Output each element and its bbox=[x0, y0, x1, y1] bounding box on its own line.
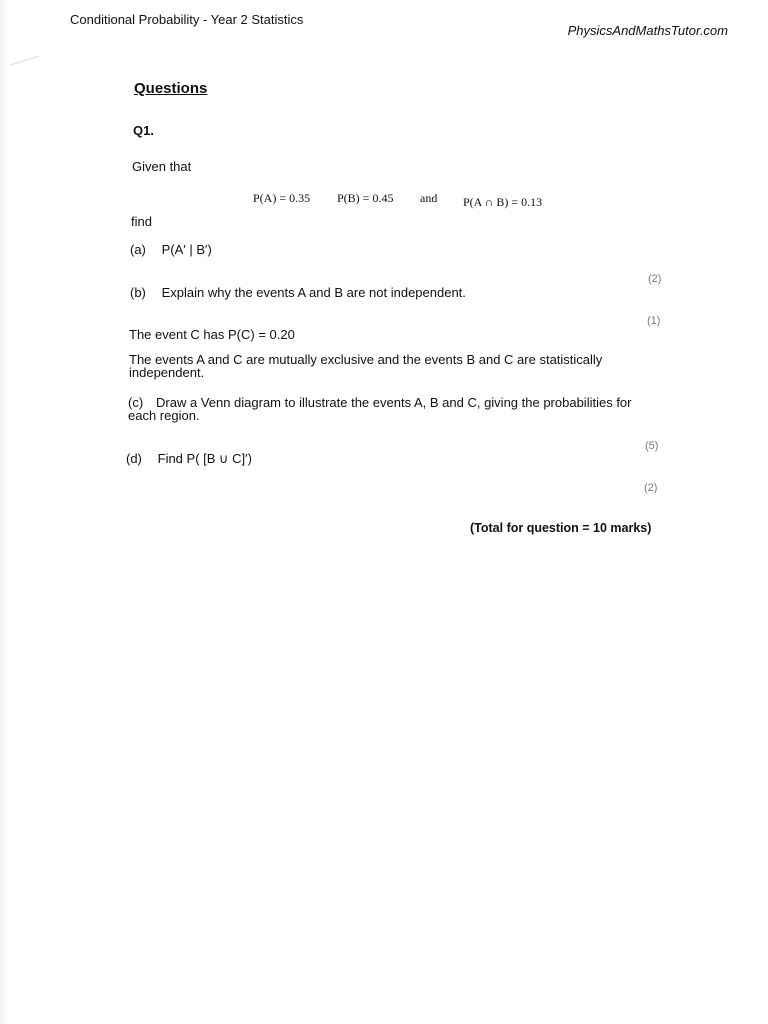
part-b-marks: (1) bbox=[647, 315, 661, 327]
header-title: Conditional Probability - Year 2 Statistics bbox=[70, 12, 304, 27]
part-c-text: Draw a Venn diagram to illustrate the events A, B and C, giving the probabilities for each region. bbox=[128, 395, 632, 423]
part-b-label: (b) bbox=[130, 285, 146, 300]
part-a bbox=[130, 242, 212, 257]
given-text: Given that bbox=[132, 159, 192, 174]
part-a-text: P(A′ | B′) bbox=[161, 242, 212, 257]
questions-heading: Questions bbox=[134, 80, 208, 97]
part-a-marks: (2) bbox=[648, 273, 662, 285]
part-b-text: Explain why the events A and B are not independent. bbox=[161, 285, 466, 300]
part-d-label: (d) bbox=[126, 451, 142, 466]
event-c-text: The event C has P(C) = 0.20 bbox=[129, 327, 295, 342]
part-c-label: (c) bbox=[128, 395, 144, 410]
header-site: PhysicsAndMathsTutor.com bbox=[567, 23, 728, 38]
probability-and: and bbox=[420, 191, 438, 205]
part-b bbox=[130, 285, 466, 300]
part-a-label: (a) bbox=[130, 242, 146, 257]
events-ac-text: The events A and C are mutually exclusive and the events B and C are statistically independent. bbox=[129, 352, 603, 380]
part-c bbox=[128, 396, 648, 422]
part-d-marks: (2) bbox=[644, 482, 658, 494]
part-d bbox=[126, 451, 252, 467]
question-label: Q1. bbox=[133, 123, 154, 138]
probability-b: P(B) = 0.45 bbox=[337, 191, 394, 205]
scan-artifact-mark bbox=[11, 55, 40, 65]
part-c-marks: (5) bbox=[645, 440, 659, 452]
part-d-text: Find P( [B ∪ C]′) bbox=[157, 451, 252, 466]
scan-edge-shadow bbox=[0, 0, 8, 1024]
total-marks: (Total for question = 10 marks) bbox=[470, 521, 652, 535]
probability-a: P(A) = 0.35 bbox=[253, 191, 311, 205]
find-text: find bbox=[131, 214, 152, 229]
probability-a-intersect-b: P(A ∩ B) = 0.13 bbox=[463, 195, 543, 209]
